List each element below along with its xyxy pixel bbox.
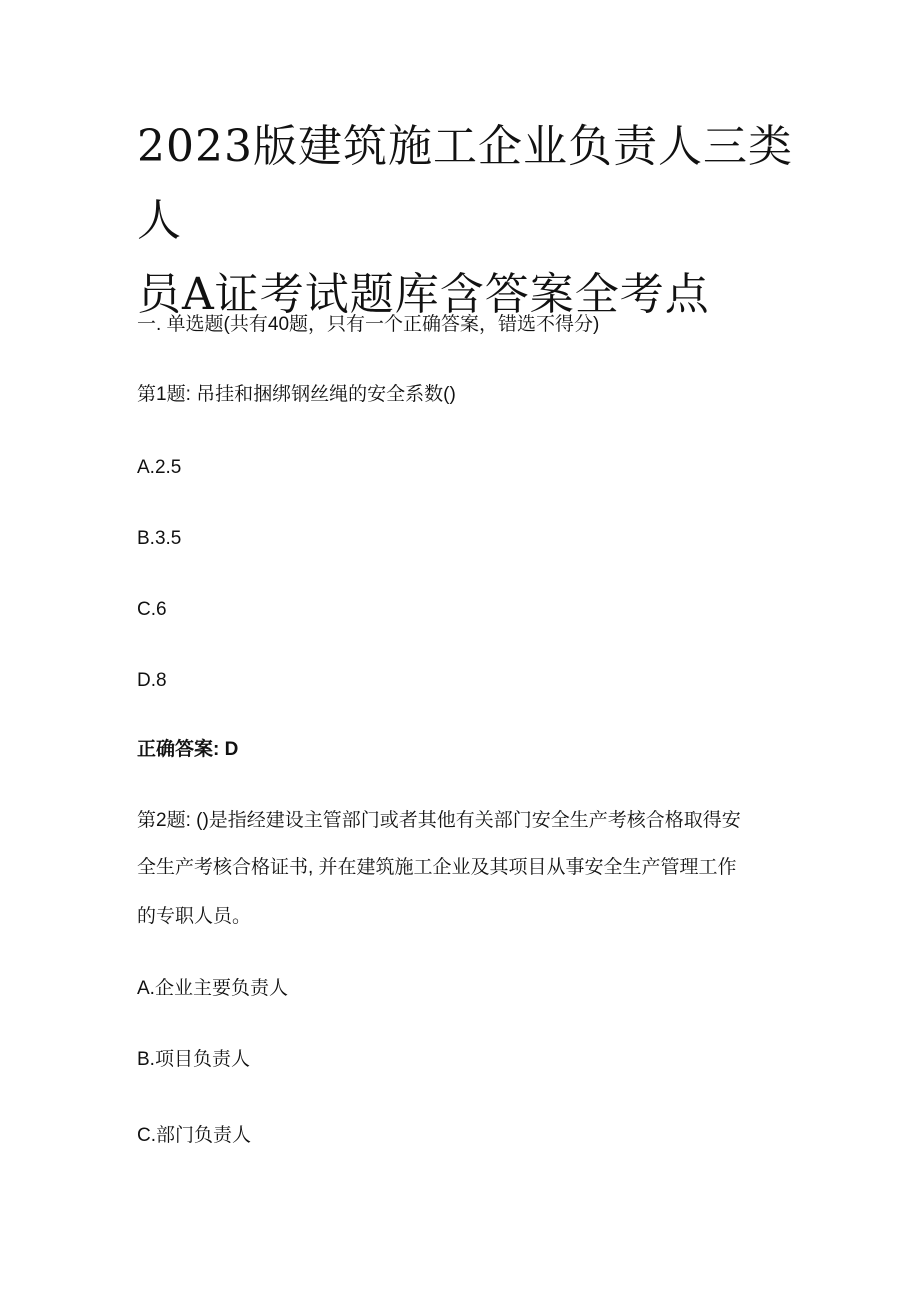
section-heading: 一. 单选题(共有40题，只有一个正确答案，错选不得分) <box>137 314 600 335</box>
question-2-stem-line-3: 的专职人员。 <box>137 906 252 927</box>
question-1-option-b: B.3.5 <box>137 528 182 549</box>
question-1-option-a: A.2.5 <box>137 457 182 478</box>
title-line-1: 2023版建筑施工企业负责人三类人 <box>137 121 793 246</box>
question-2-option-a: A.企业主要负责人 <box>137 978 288 999</box>
question-1-option-c: C.6 <box>137 599 167 620</box>
question-2-stem-line-2: 全生产考核合格证书, 并在建筑施工企业及其项目从事安全生产管理工作 <box>137 857 737 878</box>
question-1-option-d: D.8 <box>137 670 167 691</box>
title-line-2: 员A证考试题库含答案全考点 <box>137 269 710 320</box>
question-2-option-b: B.项目负责人 <box>137 1049 250 1070</box>
question-2-option-c: C.部门负责人 <box>137 1125 252 1146</box>
document-title <box>137 110 797 332</box>
question-1-stem: 第1题: 吊挂和捆绑钢丝绳的安全系数() <box>137 384 456 405</box>
question-2-stem-line-1: 第2题: ()是指经建设主管部门或者其他有关部门安全生产考核合格取得安 <box>137 810 741 831</box>
question-1-answer: 正确答案: D <box>137 739 239 760</box>
